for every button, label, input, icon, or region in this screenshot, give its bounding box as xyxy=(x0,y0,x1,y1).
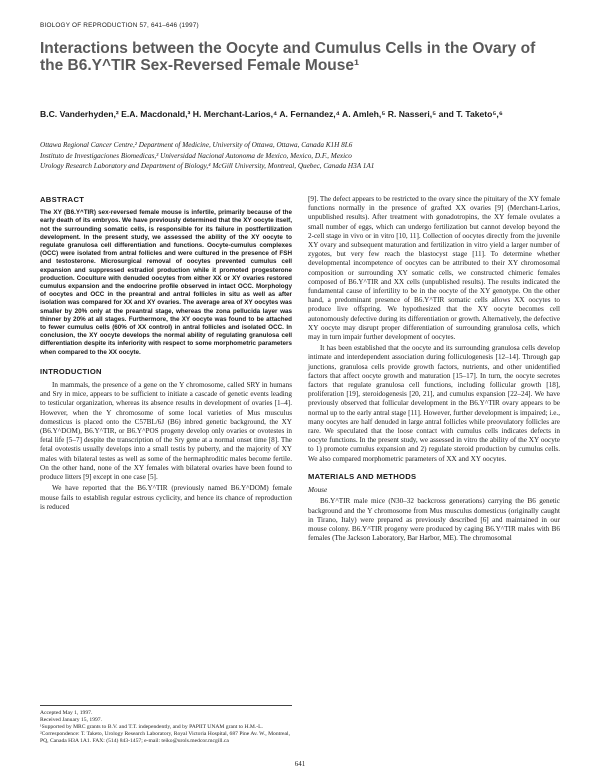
abstract-heading: ABSTRACT xyxy=(40,195,85,204)
introduction-heading: INTRODUCTION xyxy=(40,366,102,376)
body-paragraph: B6.Y^TIR male mice (N30–32 backcross generations) carrying the B6 genetic background and the Y chromosome from Mus musculus domesticus (originally caught in Tirano, Italy) were prepared as previously described [6] and maintained in our mouse colony. B6.Y^TIR progeny were produced by caging B6.Y^TIR males with B6 females (The Jackson Laboratory, Bar Harbor, ME). The chromosomal xyxy=(308,497,560,543)
affiliations xyxy=(40,140,560,172)
affiliation-line: Ottawa Regional Cancer Centre,² Department of Medicine, University of Ottawa, Ottawa, Canada K1H 8L6 xyxy=(40,141,353,149)
journal-citation: BIOLOGY OF REPRODUCTION 57, 641–646 (1997) xyxy=(40,22,199,29)
methods-subheading: Mouse xyxy=(308,486,328,495)
abstract-text: The XY (B6.Y^TIR) sex-reversed female mouse is infertile, primarily because of the early death of its embryos. We have previously determined that the XY oocyte itself, not the surrounding somatic cells, is responsible for its failure in postfertilization development. In the present study, we assessed the ability of the XY oocyte to regulate granulosa cell differentiation and functions. Oocyte-cumulus complexes (OCC) were isolated from antral follicles and were cultured in the presence of FSH and testosterone. Microsurgical removal of oocytes prevented cumulus cell expansion and suppressed estradiol production while it promoted progesterone production. Coculture with denuded oocytes from either XX or XY ovaries restored cumulus expansion and the endocrine profile observed in intact OCC. Morphology of oocytes and OCC in the preantral and antral follicles in situ as well as after isolation was compared for XX and XY ovaries. The average area of XY oocytes was smaller by 20% only at the preantral stage, whereas the zona pellucida layer was thinner by 20% at all stages. Furthermore, the XY oocyte was found to be attached to fewer cumulus cells (60% of XX control) in antral follicles and isolated OCC. In conclusion, the XY oocyte develops the normal ability of regulating granulosa cell differentiation despite its inferiority with respect to some morphometric parameters when compared to the XX oocyte. xyxy=(40,209,292,356)
methods-heading: MATERIALS AND METHODS xyxy=(308,471,417,481)
affiliation-line: Urology Research Laboratory and Department of Biology,⁴ McGill University, Montreal, Quebec, Canada H3A 1A1 xyxy=(40,162,375,170)
footnote: Accepted May 1, 1997. xyxy=(40,710,93,716)
body-paragraph: [9]. The defect appears to be restricted to the ovary since the pituitary of the XY female functions normally in the presence of grafted XX ovaries [9] (Merchant-Larios, unpublished results). After treatment with gonadotropins, the XY female ovulates a small number of eggs, which can undergo fertilization but cannot develop beyond the 2-cell stage in vivo or in vitro [10, 11]. Collection of oocytes directly from the juvenile XY ovary and subsequent maturation and fertilization in vitro yield a larger number of zygotes, but very few reach the blastocyst stage [11]. To determine whether developmental incompetence of oocytes can be attributed to their XY chromosomal composition or surrounding XY somatic cells, we constructed chimeric females composed of B6.Y^TIR and XX cells (unpublished results). The results indicated the fundamental cause of infertility to be in the oocyte of the XY genotype. On the other hand, a predominant presence of B6.Y^TIR somatic cells allows XX oocytes to produce live offspring. We hypothesized that the XY oocyte becomes cell autonomously defective during its differentiation or growth. Alternatively, the defective XY oocyte may disrupt proper differentiation of surrounding granulosa cells, which may in turn impair further development of oocytes. xyxy=(308,195,560,342)
body-paragraph: We have reported that the B6.Y^TIR (previously named B6.Y^DOM) female mouse fails to establish regular estrous cyclicity, and hence its chance of reproduction is reduced xyxy=(40,484,292,511)
footnote: ²Correspondence: T. Taketo, Urology Research Laboratory, Royal Victoria Hospital, 687 Pine Av. W., Montreal, PQ, Canada H3A 1A1. FAX: (514) 843-1457; e-mail: teiko@urols.medcor.mcgill.ca xyxy=(40,731,290,744)
right-column xyxy=(308,195,560,543)
affiliation-line: Instituto de Investigaciones Biomedicas,³ Universidad Nacional Autonoma de Mexico, Mexico, D.F., Mexico xyxy=(40,151,352,160)
footnotes xyxy=(40,705,292,745)
body-paragraph: In mammals, the presence of a gene on the Y chromosome, called SRY in humans and Sry in mice, appears to be sufficient to initiate a cascade of genetic events leading to testicular organization, whereas its absence results in development of ovaries [1–4]. However, when the Y chromosome of some local varieties of Mus musculus domesticus is placed onto the C57BL/6J (B6) inbred genetic background, the XY (B6.Y^DOM), B6.Y^TIR, or B6.Y^POS progeny develop only ovaries or ovotestes in fetal life [5–7] despite the transcription of the Sry gene at a normal onset time [8]. The fetal ovotestis usually develops into a small testis by puberty, and the majority of XY males with bilateral testes as well as some of the hermaphroditic males become fertile. On the other hand, none of the XY females with bilateral ovaries have been found to produce litters [9] except in one case [5]. xyxy=(40,381,292,482)
author-list: B.C. Vanderhyden,² E.A. Macdonald,³ H. Merchant-Larios,⁴ A. Fernandez,⁴ A. Amleh,⁵ R. Nasseri,⁵ and T. Taketo⁵,⁶ xyxy=(40,109,503,119)
footnote: Received January 15, 1997. xyxy=(40,717,102,723)
left-column xyxy=(40,195,292,512)
footnote: ¹Supported by MRC grants to B.V. and T.T. independently, and by PAPIIT UNAM grant to H.M.-L. xyxy=(40,724,263,730)
article-title: Interactions between the Oocyte and Cumulus Cells in the Ovary of the B6.Y^TIR Sex-Reversed Female Mouse¹ xyxy=(40,40,536,74)
page-number: 641 xyxy=(294,760,306,768)
section-gap xyxy=(308,464,560,472)
body-paragraph: It has been established that the oocyte and its surrounding granulosa cells develop intimate and interdependent association during folliculogenesis [12–14]. Through gap junctions, granulosa cells provide growth factors, nutrients, and other unidentified factors that affect oocyte growth and maturation [15–17]. In turn, the oocyte secretes factors that regulate granulosa cell functions, including follicular growth [18], proliferation [19], steroidogenesis [20, 21], and cumulus expansion [22–24]. We have previously observed that follicular development in the B6.Y^TIR ovary appears to be normal up to the early antral stage [11]. However, further development is impaired; i.e., many oocytes are half denuded in large antral follicles while preovulatory follicles are rare. We speculated that the loose contact with cumulus cells indicates defects in oocyte functions. In the present study, we assessed in vitro the ability of the XY oocyte to 1) promote cumulus expansion and 2) regulate steroid production by cumulus cells. We also compared morphometric parameters of XX and XY oocytes. xyxy=(308,344,560,463)
